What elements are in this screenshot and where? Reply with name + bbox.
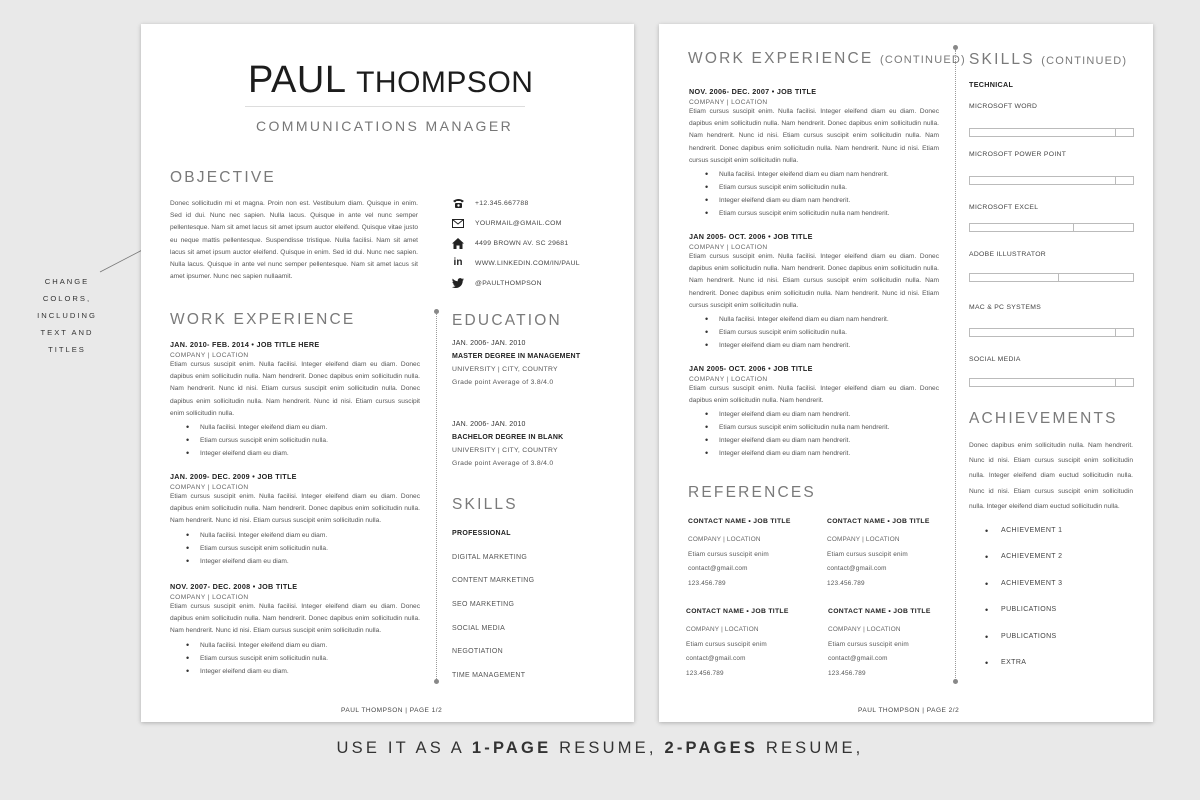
reference-company: COMPANY | LOCATION bbox=[688, 536, 761, 543]
page-footer: PAUL THOMPSON | PAGE 2/2 bbox=[858, 707, 960, 714]
phone-text: +12.345.667788 bbox=[475, 199, 529, 207]
contact-phone bbox=[451, 193, 580, 213]
caption-text: RESUME, bbox=[758, 739, 864, 757]
first-name: PAUL bbox=[248, 59, 346, 101]
education-degree: BACHELOR DEGREE IN BLANK bbox=[452, 434, 564, 441]
list-item: • Etiam cursus suscipit enim sollicitudin nulla nam hendrerit. bbox=[705, 421, 939, 434]
reference-company: COMPANY | LOCATION bbox=[686, 626, 759, 633]
education-gpa: Grade point Average of 3.8/4.0 bbox=[452, 379, 554, 386]
skill-item: SEO MARKETING bbox=[452, 601, 515, 609]
list-item: • ACHIEVEMENT 3 bbox=[985, 578, 1062, 604]
skill-item: CONTENT MARKETING bbox=[452, 577, 535, 585]
skill-label: SOCIAL MEDIA bbox=[969, 356, 1021, 363]
job-entry-3 bbox=[170, 582, 420, 678]
reference-company: COMPANY | LOCATION bbox=[827, 536, 900, 543]
job-bullets bbox=[186, 421, 420, 460]
job-company: COMPANY | LOCATION bbox=[170, 594, 249, 601]
job-bullets bbox=[186, 529, 420, 568]
skill-level-marker bbox=[1115, 378, 1116, 387]
reference-company: COMPANY | LOCATION bbox=[828, 626, 901, 633]
skills-heading: SKILLS bbox=[452, 496, 518, 513]
list-item: • ACHIEVEMENT 2 bbox=[985, 551, 1062, 577]
achievements-list bbox=[985, 525, 1062, 683]
list-item: • Integer eleifend diam eu diam nam hendrerit. bbox=[705, 447, 939, 460]
education-school: UNIVERSITY | CITY, COUNTRY bbox=[452, 447, 558, 454]
list-item: • Nulla facilisi. Integer eleifend diam eu diam nam hendrerit. bbox=[705, 168, 939, 181]
skill-item: TIME MANAGEMENT bbox=[452, 672, 526, 680]
page-footer: PAUL THOMPSON | PAGE 1/2 bbox=[341, 707, 443, 714]
skill-bar bbox=[969, 128, 1134, 137]
list-item: • ACHIEVEMENT 1 bbox=[985, 525, 1062, 551]
reference-phone: 123.456.789 bbox=[686, 669, 724, 677]
references-heading: REFERENCES bbox=[688, 484, 816, 501]
caption-text: USE IT AS A bbox=[336, 739, 472, 757]
contact-list bbox=[451, 193, 580, 293]
education-entry-1 bbox=[452, 340, 580, 386]
job-bullets bbox=[705, 168, 939, 220]
skill-level-marker bbox=[1058, 273, 1059, 282]
annotation-line: TEXT AND bbox=[40, 328, 94, 337]
list-item: • Nulla facilisi. Integer eleifend diam eu diam. bbox=[186, 529, 420, 542]
reference-name: CONTACT NAME • JOB TITLE bbox=[827, 518, 930, 525]
education-school: UNIVERSITY | CITY, COUNTRY bbox=[452, 366, 558, 373]
reference-name: CONTACT NAME • JOB TITLE bbox=[686, 608, 789, 615]
phone-icon bbox=[451, 197, 465, 209]
list-item: • Integer eleifend diam eu diam. bbox=[186, 665, 420, 678]
linkedin-text[interactable]: WWW.LINKEDIN.COM/IN/PAUL bbox=[475, 259, 580, 267]
skills-list bbox=[452, 530, 534, 696]
job-entry-4 bbox=[689, 87, 939, 220]
skill-bar bbox=[969, 328, 1134, 337]
job-description: Etiam cursus suscipit enim. Nulla facilisi. Integer eleifend diam eu diam. Donec dapibus enim sollicitudin nulla. Nam hendrerit. Donec dapibus enim sollicitudin nulla. Nam hendrerit. Nunc id nisi. Etiam cursus suscipit enim sollicitudin nulla. bbox=[170, 603, 420, 635]
education-gpa: Grade point Average of 3.8/4.0 bbox=[452, 460, 554, 467]
list-item: • PUBLICATIONS bbox=[985, 631, 1062, 657]
job-title: NOV. 2007- DEC. 2008 • JOB TITLE bbox=[170, 582, 298, 591]
list-item: • Nulla facilisi. Integer eleifend diam eu diam. bbox=[186, 639, 420, 652]
reference-description: Etiam cursus suscipit enim bbox=[827, 550, 908, 558]
work-experience-continued-heading bbox=[688, 50, 966, 68]
achievements-text: Donec dapibus enim sollicitudin nulla. Nam hendrerit. Nunc id nisi. Etiam cursus suscipit enim sollicitudin nulla. Integer eleifend diam euctud sollicitudin nulla. Nunc id nisi. Etiam cursus suscipit enim sollicitudin nulla. Integer eleifend diam euctud sollicitudin nulla. bbox=[969, 442, 1133, 510]
list-item: • Etiam cursus suscipit enim sollicitudin nulla. bbox=[186, 434, 420, 447]
skill-label: MICROSOFT POWER POINT bbox=[969, 151, 1067, 158]
contact-twitter bbox=[451, 273, 580, 293]
job-title: JAN. 2009- DEC. 2009 • JOB TITLE bbox=[170, 472, 297, 481]
reference-3 bbox=[686, 608, 789, 681]
job-company: COMPANY | LOCATION bbox=[689, 376, 768, 383]
job-title: JAN. 2010- FEB. 2014 • JOB TITLE HERE bbox=[170, 340, 320, 349]
heading-text: WORK EXPERIENCE bbox=[688, 50, 874, 67]
reference-4 bbox=[828, 608, 931, 681]
education-entry-2 bbox=[452, 421, 563, 467]
list-item: • Integer eleifend diam eu diam nam hendrerit. bbox=[705, 194, 939, 207]
skill-level-marker bbox=[1073, 223, 1074, 232]
education-degree: MASTER DEGREE IN MANAGEMENT bbox=[452, 353, 581, 360]
education-heading: EDUCATION bbox=[452, 312, 562, 329]
caption-bold: 2-PAGES bbox=[664, 739, 759, 757]
job-description: Etiam cursus suscipit enim. Nulla facilisi. Integer eleifend diam eu diam. Donec dapibus enim sollicitudin nulla. Nam hendrerit. Donec dapibus enim sollicitudin nulla. Nam hendrerit. Nunc id nisi. Etiam cursus suscipit enim sollicitudin nulla. bbox=[170, 493, 420, 525]
annotation-line: TITLES bbox=[48, 345, 86, 354]
contact-linkedin bbox=[451, 253, 580, 273]
annotation-line: COLORS, bbox=[42, 294, 92, 303]
skill-bar bbox=[969, 273, 1134, 282]
skills-continued-heading bbox=[969, 51, 1127, 69]
objective-text: Donec sollicitudin mi et magna. Proin non est. Vestibulum diam. Quisque in enim. Sed id dui. Nunc nec sapien. Nulla lacus. Quisque in ante vel nunc semper pellentesque. Nam sit amet lacus sit amet ipsum auctor eleifend. Quisque vitae justo eu neque mattis pellentesque. Suspendisse tristique. Nulla facilisi. Nam sit amet lacus sit amet ipsum auctor eleifend. Quisque in enim. Sed id dui. Nunc nec sapien. Nulla lacus. Quisque in ante vel nunc semper pellentesque. Nam sit amet lacus sit amet ipsumer. Nunc nec sapien nullaamit. bbox=[170, 200, 418, 281]
skill-item: NEGOTIATION bbox=[452, 648, 504, 656]
column-divider bbox=[955, 50, 956, 680]
reference-1 bbox=[688, 518, 791, 591]
skill-item: DIGITAL MARKETING bbox=[452, 553, 528, 561]
list-item: • Integer eleifend diam eu diam nam hendrerit. bbox=[705, 408, 939, 421]
reference-phone: 123.456.789 bbox=[828, 669, 866, 677]
job-entry-1 bbox=[170, 340, 420, 460]
skill-label: MICROSOFT EXCEL bbox=[969, 204, 1039, 211]
annotation-note bbox=[32, 273, 102, 358]
list-item: • PUBLICATIONS bbox=[985, 604, 1062, 630]
skill-level-marker bbox=[1115, 328, 1116, 337]
list-item: • Etiam cursus suscipit enim sollicitudin nulla. bbox=[186, 652, 420, 665]
reference-2 bbox=[827, 518, 930, 591]
reference-email[interactable]: contact@gmail.com bbox=[688, 565, 748, 572]
skill-item: SOCIAL MEDIA bbox=[452, 624, 506, 632]
list-item: • Etiam cursus suscipit enim sollicitudin nulla. bbox=[705, 181, 939, 194]
skill-level-marker bbox=[1115, 176, 1116, 185]
job-company: COMPANY | LOCATION bbox=[170, 352, 249, 359]
work-experience-heading: WORK EXPERIENCE bbox=[170, 311, 356, 328]
job-title: NOV. 2006- DEC. 2007 • JOB TITLE bbox=[689, 87, 817, 96]
skill-level-marker bbox=[1115, 128, 1116, 137]
skills-category: TECHNICAL bbox=[969, 80, 1014, 89]
heading-text: SKILLS bbox=[969, 51, 1035, 68]
caption-bold: 1-PAGE bbox=[471, 739, 552, 757]
job-description: Etiam cursus suscipit enim. Nulla facilisi. Integer eleifend diam eu diam. Donec dapibus enim sollicitudin nulla. Nam hendrerit. Donec dapibus enim sollicitudin nulla. Nam hendrerit. Nunc id nisi. Etiam cursus suscipit enim sollicitudin nulla. Nam hendrerit. Donec dapibus enim sollicitudin nulla. Nam hendrerit. Nunc id nisi. Etiam cursus suscipit enim sollicitudin nulla. bbox=[689, 108, 939, 164]
skill-bar bbox=[969, 176, 1134, 185]
job-description: Etiam cursus suscipit enim. Nulla facilisi. Integer eleifend diam eu diam. Donec dapibus enim sollicitudin nulla. Nam hendrerit. bbox=[689, 385, 939, 405]
candidate-name bbox=[248, 59, 533, 102]
resume-page-1 bbox=[141, 24, 634, 722]
skill-label: ADOBE ILLUSTRATOR bbox=[969, 251, 1046, 258]
reference-phone: 123.456.789 bbox=[688, 579, 726, 587]
job-role-title: COMMUNICATIONS MANAGER bbox=[256, 118, 514, 134]
annotation-line: INCLUDING bbox=[37, 311, 97, 320]
skill-category: PROFESSIONAL bbox=[452, 530, 511, 537]
job-bullets bbox=[186, 639, 420, 678]
list-item: • Etiam cursus suscipit enim sollicitudin nulla nam hendrerit. bbox=[705, 207, 939, 220]
resume-page-2 bbox=[659, 24, 1153, 722]
job-description: Etiam cursus suscipit enim. Nulla facilisi. Integer eleifend diam eu diam. Donec dapibus enim sollicitudin nulla. Nam hendrerit. Donec dapibus enim sollicitudin nulla. Nam hendrerit. Nunc id nisi. Etiam cursus suscipit enim sollicitudin nulla. Nam hendrerit. Donec dapibus enim sollicitudin nulla. Nam hendrerit. Nunc id nisi. Etiam cursus suscipit enim sollicitudin nulla. bbox=[689, 253, 939, 309]
twitter-icon bbox=[451, 277, 465, 289]
home-icon bbox=[451, 237, 465, 249]
reference-description: Etiam cursus suscipit enim bbox=[688, 550, 769, 558]
reference-phone: 123.456.789 bbox=[827, 579, 865, 587]
reference-name: CONTACT NAME • JOB TITLE bbox=[688, 518, 791, 525]
list-item: • Etiam cursus suscipit enim sollicitudin nulla. bbox=[705, 326, 939, 339]
promo-caption bbox=[0, 739, 1200, 758]
job-company: COMPANY | LOCATION bbox=[689, 244, 768, 251]
mail-icon bbox=[451, 217, 465, 229]
education-date: JAN. 2006- JAN. 2010 bbox=[452, 340, 526, 347]
job-bullets bbox=[705, 313, 939, 352]
annotation-line: CHANGE bbox=[44, 277, 90, 286]
caption-text: RESUME, bbox=[551, 739, 665, 757]
column-divider bbox=[436, 314, 437, 679]
address-text: 4499 BROWN AV. SC 29681 bbox=[475, 239, 569, 247]
job-bullets bbox=[705, 408, 939, 460]
contact-address bbox=[451, 233, 580, 253]
objective-heading: OBJECTIVE bbox=[170, 169, 276, 186]
list-item: • Integer eleifend diam eu diam. bbox=[186, 447, 420, 460]
job-description: Etiam cursus suscipit enim. Nulla facilisi. Integer eleifend diam eu diam. Donec dapibus enim sollicitudin nulla. Nam hendrerit. Donec dapibus enim sollicitudin nulla. Nam hendrerit. Nunc id nisi. Etiam cursus suscipit enim sollicitudin nulla. Donec dapibus enim sollicitudin nulla. Nam hendrerit. Nunc id nisi. Etiam cursus suscipit enim sollicitudin nulla. bbox=[170, 361, 420, 417]
job-company: COMPANY | LOCATION bbox=[170, 484, 249, 491]
reference-name: CONTACT NAME • JOB TITLE bbox=[828, 608, 931, 615]
reference-description: Etiam cursus suscipit enim bbox=[686, 640, 767, 648]
contact-email bbox=[451, 213, 580, 233]
list-item: • Integer eleifend diam eu diam nam hendrerit. bbox=[705, 434, 939, 447]
job-entry-2 bbox=[170, 472, 420, 568]
job-entry-6 bbox=[689, 364, 939, 460]
list-item: • Etiam cursus suscipit enim sollicitudin nulla. bbox=[186, 542, 420, 555]
reference-email[interactable]: contact@gmail.com bbox=[827, 565, 887, 572]
reference-email[interactable]: contact@gmail.com bbox=[686, 655, 746, 662]
email-text[interactable]: YOURMAIL@GMAIL.COM bbox=[475, 219, 562, 227]
last-name: THOMPSON bbox=[356, 66, 534, 99]
job-company: COMPANY | LOCATION bbox=[689, 99, 768, 106]
list-item: • Integer eleifend diam eu diam. bbox=[186, 555, 420, 568]
divider-dot-bottom bbox=[953, 679, 958, 684]
heading-suffix: (CONTINUED) bbox=[1041, 55, 1128, 67]
name-divider bbox=[245, 106, 525, 107]
education-date: JAN. 2006- JAN. 2010 bbox=[452, 421, 526, 428]
linkedin-icon: in bbox=[453, 257, 463, 268]
divider-dot-bottom bbox=[434, 679, 439, 684]
skill-bar bbox=[969, 223, 1134, 232]
achievements-heading: ACHIEVEMENTS bbox=[969, 410, 1118, 427]
reference-description: Etiam cursus suscipit enim bbox=[828, 640, 909, 648]
heading-suffix: (CONTINUED) bbox=[879, 54, 966, 66]
skill-bar bbox=[969, 378, 1134, 387]
job-title: JAN 2005- OCT. 2006 • JOB TITLE bbox=[689, 364, 813, 373]
list-item: • Nulla facilisi. Integer eleifend diam eu diam nam hendrerit. bbox=[705, 313, 939, 326]
skill-label: MICROSOFT WORD bbox=[969, 103, 1038, 110]
skill-label: MAC & PC SYSTEMS bbox=[969, 304, 1042, 311]
list-item: • EXTRA bbox=[985, 657, 1062, 683]
twitter-text[interactable]: @PAULTHOMPSON bbox=[475, 279, 542, 287]
list-item: • Integer eleifend diam eu diam nam hendrerit. bbox=[705, 339, 939, 352]
job-title: JAN 2005- OCT. 2006 • JOB TITLE bbox=[689, 232, 813, 241]
job-entry-5 bbox=[689, 232, 939, 352]
reference-email[interactable]: contact@gmail.com bbox=[828, 655, 888, 662]
list-item: • Nulla facilisi. Integer eleifend diam eu diam. bbox=[186, 421, 420, 434]
